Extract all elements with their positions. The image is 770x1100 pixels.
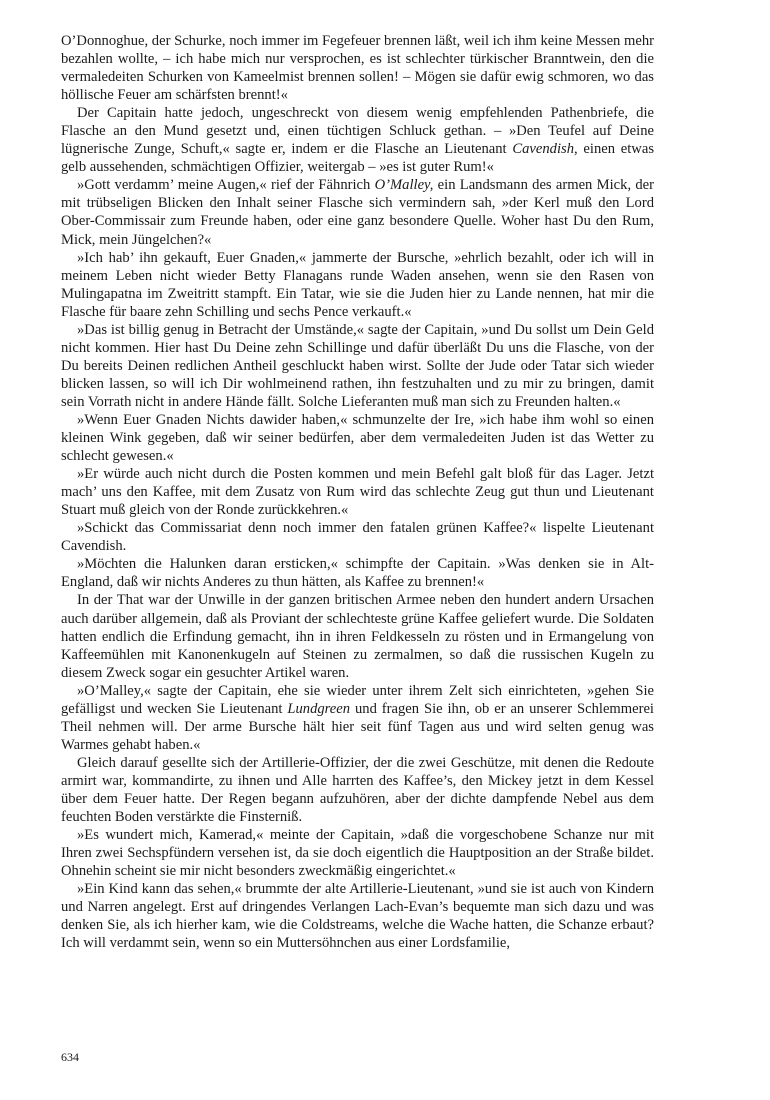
paragraph: In der That war der Unwille in der ganzen britischen Armee neben den hundert andern Ursachen auch darüber allgemein, daß als Proviant der schlechteste grüne Kaffee geliefert wurde. Die Soldaten hatten endlich die Erfindung gemacht, ihn in ihren Feldkesseln zu rösten und in Ermangelung von Kaffeemühlen mit Kanonenkugeln auf Steinen zu zermalmen, so daß die russischen Kugeln zu diesem Zweck sogar ein gesuchter Artikel waren. [61, 592, 654, 681]
paragraph: »Wenn Euer Gnaden Nichts dawider haben,« schmunzelte der Ire, »ich habe ihm wohl so einen kleinen Wink gegeben, daß wir seiner bedürfen, aber dem vermaledeiten Juden ist das Wetter zu schlecht gewesen.« [61, 411, 654, 465]
paragraph: Der Capitain hatte jedoch, ungeschreckt von diesem wenig empfehlenden Pathenbriefe, die Flasche an den Mund gesetzt und, einen tüchtigen Schluck gethan. – »Den Teufel auf Deine lügnerische Zunge, Schuft,« sagte er, indem er die Flasche an Lieutenant Cavendish, einen etwas gelb aussehenden, schmächtigen Offizier, weitergab – »es ist guter Rum!« [61, 105, 654, 176]
paragraph-continuation: O’Donnoghue, der Schurke, noch immer im Fegefeuer brennen läßt, weil ich ihm keine Messen mehr bezahlen wollte, – ich habe mich nur versprochen, es ist schlechter türkischer Branntwein, den die vermaledeiten Schurken von Kameelmist brennen sollen! – Mögen sie dafür ewig schmoren, wo das höllische Feuer am schärfsten brennt!« [61, 33, 654, 104]
paragraph: »Schickt das Commissariat denn noch immer den fatalen grünen Kaffee?« lispelte Lieutenant Cavendish. [61, 520, 654, 555]
paragraph: »Gott verdamm’ meine Augen,« rief der Fähnrich O’Malley, ein Landsmann des armen Mick, der mit trübseligen Blicken den Inhalt seiner Flasche sich vermindern sah, »der Kerl muß den Lord Ober-Commissair zum Freunde haben, oder eine ganz besondere Quelle. Woher hast Du den Rum, Mick, mein Jüngelchen?« [61, 177, 655, 248]
page-body [61, 32, 654, 952]
paragraph: »Möchten die Halunken daran ersticken,« schimpfte der Capitain. »Was denken sie in Alt-England, daß wir nichts Anderes zu thun hätten, als Kaffee zu brennen!« [61, 556, 654, 591]
paragraph: »Es wundert mich, Kamerad,« meinte der Capitain, »daß die vorgeschobene Schanze nur mit Ihren zwei Sechspfündern versehen ist, da sie doch eigentlich die Hauptposition an der Straße bildet. Ohnehin scheint sie mir nicht besonders zweckmäßig eingerichtet.« [61, 827, 654, 880]
paragraph: »Ein Kind kann das sehen,« brummte der alte Artillerie-Lieutenant, »und sie ist auch von Kindern und Narren angelegt. Erst auf dringendes Verlangen Lach-Evan’s bequemte man sich dazu und was denken Sie, als ich hierher kam, wie die Coldstreams, welche die Wache hatten, die Schanze erbaut? Ich will verdammt sein, wenn so ein Muttersöhnchen aus einer Lordsfamilie, [61, 881, 654, 952]
paragraph: »Er würde auch nicht durch die Posten kommen und mein Befehl galt bloß für das Lager. Jetzt mach’ uns den Kaffee, mit dem Zusatz von Rum wird das schlechte Zeug gut thun und Lieutenant Stuart muß gleich von der Ronde zurückkehren.« [61, 466, 654, 519]
paragraph: »Das ist billig genug in Betracht der Umstände,« sagte der Capitain, »und Du sollst um Dein Geld nicht kommen. Hier hast Du Deine zehn Schillinge und dafür überläßt Du uns die Flasche, von der Du bereits Deinen redlichen Antheil geschluckt haben wirst. Sollte der Jude oder Tatar sich wieder blicken lassen, so will ich Dir wohlmeinend rathen, ihn festzuhalten und zu mir zu bringen, damit sein Vorrath nicht in andere Hände fällt. Solche Lieferanten muß man sich zu Freunden halten.« [61, 321, 654, 410]
paragraph: Gleich darauf gesellte sich der Artillerie-Offizier, der die zwei Geschütze, mit denen die Redoute armirt war, kommandirte, zu ihnen und Alle harrten des Kaffee’s, den Mickey jetzt in dem Kessel über dem Feuer hatte. Der Regen begann aufzuhören, aber der dichte dampfende Nebel aus dem feuchten Boden verstärkte die Finsterniß. [61, 754, 654, 826]
paragraph: »O’Malley,« sagte der Capitain, ehe sie wieder unter ihrem Zelt sich einrichteten, »gehen Sie gefälligst und wecken Sie Lieutenant Lundgreen und fragen Sie ihn, ob er an unserer Schlemmerei Theil nehmen will. Der arme Bursche hält hier seit fünf Tagen aus und wird selten genug was Warmes gehabt haben.« [61, 682, 654, 753]
paragraph: »Ich hab’ ihn gekauft, Euer Gnaden,« jammerte der Bursche, »ehrlich bezahlt, oder ich will in meinem Leben nicht wieder Betty Flanagans runde Waden ansehen, wenn sie den Rasen von Mulingapatna im Zweitritt stampft. Ein Tatar, wie sie die Juden hier zu Lande nennen, hat mir die Flasche für baare zehn Schilling und sechs Pence verkauft.« [61, 249, 654, 320]
page-number: 634 [61, 1050, 79, 1064]
